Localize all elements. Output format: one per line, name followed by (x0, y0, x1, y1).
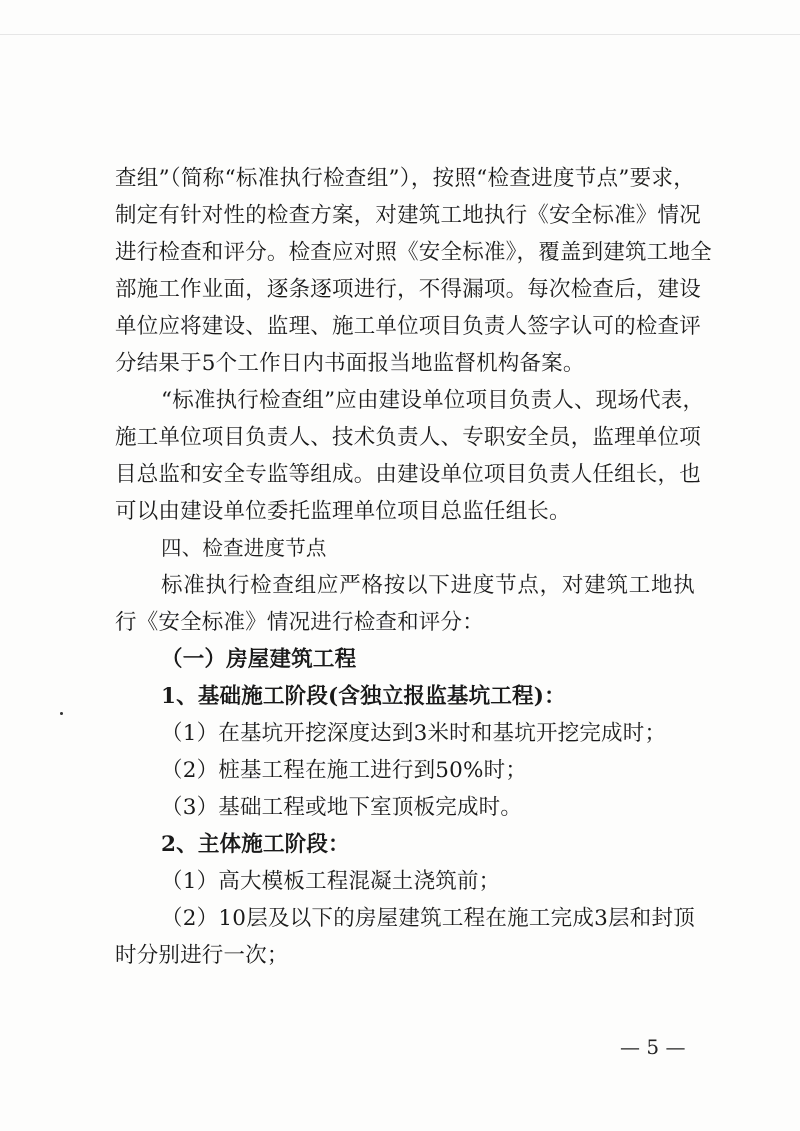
margin-dot (60, 712, 63, 715)
top-rule (0, 34, 800, 35)
paragraph-line: 施工单位项目负责人、技术负责人、专职安全员，监理单位项 (115, 425, 701, 450)
paragraph-line: 可以由建设单位委托监理单位项目总监任组长。 (115, 499, 571, 524)
paragraph-line: 目总监和安全专监等组成。由建设单位项目负责人任组长，也 (115, 462, 701, 487)
paragraph-line: 行《安全标准》情况进行检查和评分： (115, 610, 484, 635)
stage-heading: 1、基础施工阶段(含独立报监基坑工程)： (161, 684, 566, 709)
list-item: （2）桩基工程在施工进行到50%时； (161, 758, 528, 783)
paragraph-line: 制定有针对性的检查方案，对建筑工地执行《安全标准》情况 (115, 203, 701, 228)
section-heading: 四、检查进度节点 (161, 536, 327, 560)
list-item: （3）基础工程或地下室顶板完成时。 (161, 795, 523, 820)
paragraph-line: 单位应将建设、监理、施工单位项目负责人签字认可的检查评 (115, 314, 701, 339)
paragraph-line: “标准执行检查组”应由建设单位项目负责人、现场代表， (161, 388, 705, 413)
subsection-heading: （一）房屋建筑工程 (161, 647, 357, 672)
paragraph-line: 部施工作业面，逐条逐项进行，不得漏项。每次检查后，建设 (115, 277, 701, 302)
list-item: （1）在基坑开挖深度达到3米时和基坑开挖完成时； (161, 721, 667, 746)
stage-heading: 2、主体施工阶段： (161, 832, 350, 857)
body-text (115, 160, 712, 974)
list-item-continuation: 时分别进行一次； (115, 943, 289, 968)
page-number: — 5 — (620, 1035, 686, 1059)
paragraph-line: 分结果于5个工作日内书面报当地监督机构备案。 (115, 351, 585, 376)
paragraph-line: 查组”（简称“标准执行检查组”），按照“检查进度节点”要求， (115, 166, 695, 191)
list-item: （2）10层及以下的房屋建筑工程在施工完成3层和封顶 (161, 906, 695, 931)
paragraph-line: 标准执行检查组应严格按以下进度节点，对建筑工地执 (161, 573, 695, 598)
paragraph-line: 进行检查和评分。检查应对照《安全标准》，覆盖到建筑工地全 (115, 240, 712, 265)
list-item: （1）高大模板工程混凝土浇筑前； (161, 869, 501, 894)
